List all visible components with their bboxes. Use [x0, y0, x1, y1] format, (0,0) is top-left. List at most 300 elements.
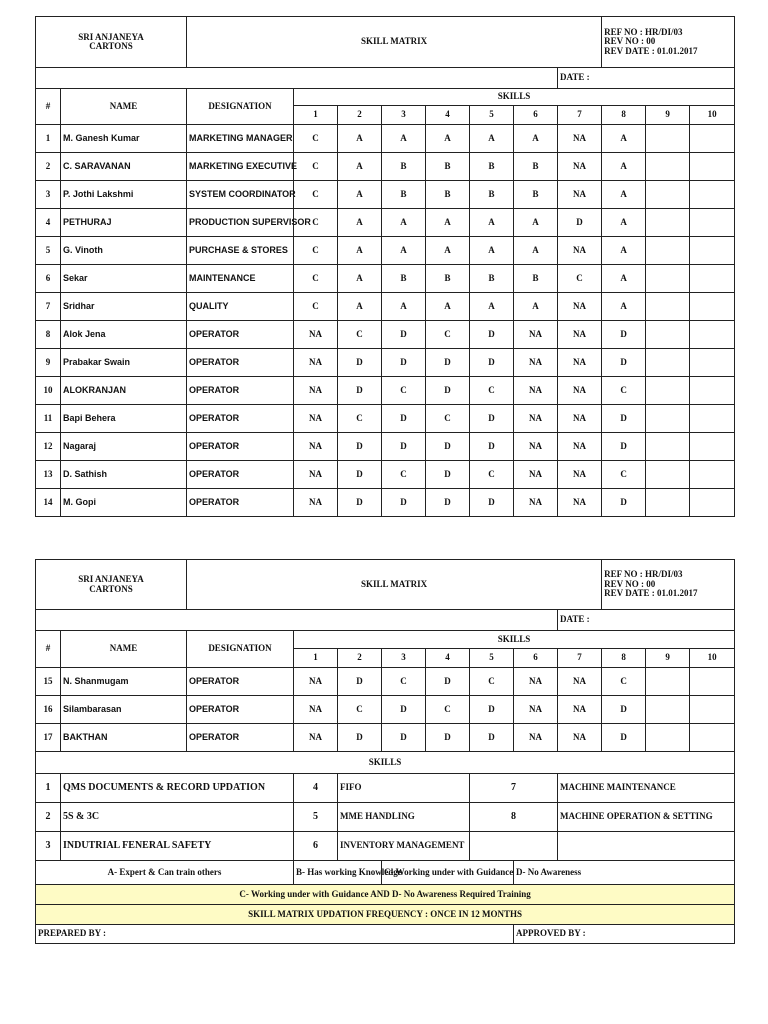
employee-name: C. SARAVANAN [61, 153, 187, 181]
reference-block: REF NO : HR/DI/03 REV NO : 00 REV DATE : 01.01.2017 [602, 17, 735, 68]
col-header-designation: DESIGNATION [187, 89, 294, 125]
skill-legend-text: MACHINE OPERATION & SETTING [558, 803, 735, 832]
skill-level-cell: D [382, 349, 426, 377]
employee-name: Prabakar Swain [61, 349, 187, 377]
row-number: 13 [36, 461, 61, 489]
skill-level-cell [646, 405, 690, 433]
skill-level-cell: D [426, 489, 470, 517]
skill-level-cell [646, 209, 690, 237]
skill-matrix-table-1 [35, 16, 735, 517]
table-row [36, 153, 735, 181]
employee-designation: QUALITY [187, 293, 294, 321]
table-row [36, 293, 735, 321]
skill-level-cell: NA [514, 489, 558, 517]
skill-level-cell [646, 349, 690, 377]
skill-level-cell: NA [558, 668, 602, 696]
date-spacer [36, 610, 558, 631]
level-c: C- Working under with Guidance [382, 861, 514, 885]
skill-level-cell: B [470, 265, 514, 293]
row-number: 17 [36, 724, 61, 752]
employee-designation: SYSTEM COORDINATOR [187, 181, 294, 209]
row-number: 15 [36, 668, 61, 696]
skill-level-cell: NA [294, 377, 338, 405]
skill-level-cell: C [294, 125, 338, 153]
employee-name: Sekar [61, 265, 187, 293]
skill-level-cell: A [470, 209, 514, 237]
skill-level-cell: NA [558, 724, 602, 752]
skill-legend-number: 6 [294, 832, 338, 861]
skill-level-cell: A [338, 209, 382, 237]
skill-level-cell: B [426, 153, 470, 181]
skill-level-cell: NA [514, 433, 558, 461]
col-header-designation: DESIGNATION [187, 631, 294, 668]
skill-level-cell [646, 433, 690, 461]
skill-level-cell: D [338, 489, 382, 517]
skill-level-cell: D [602, 321, 646, 349]
table-row [36, 349, 735, 377]
skill-level-cell: C [470, 377, 514, 405]
skill-level-cell: NA [294, 433, 338, 461]
table-row [36, 668, 735, 696]
skill-col-1: 1 [294, 106, 338, 125]
skill-col-9: 9 [646, 106, 690, 125]
reference-block: REF NO : HR/DI/03 REV NO : 00 REV DATE : 01.01.2017 [602, 560, 735, 610]
skill-level-cell: B [514, 265, 558, 293]
skill-level-cell: D [382, 724, 426, 752]
col-header-name: NAME [61, 631, 187, 668]
skill-legend-text: INVENTORY MANAGEMENT [338, 832, 470, 861]
skill-col-2: 2 [338, 106, 382, 125]
skill-level-cell [690, 153, 735, 181]
skill-level-cell: D [470, 489, 514, 517]
skill-level-cell: NA [558, 125, 602, 153]
skill-level-cell [690, 461, 735, 489]
row-number: 6 [36, 265, 61, 293]
skill-level-cell: A [338, 237, 382, 265]
skill-level-cell: NA [558, 349, 602, 377]
skill-level-cell: C [426, 321, 470, 349]
skill-level-cell: C [294, 265, 338, 293]
skill-level-cell: D [426, 461, 470, 489]
employee-designation: MARKETING EXECUTIVE [187, 153, 294, 181]
skill-level-cell [690, 181, 735, 209]
employee-name: N. Shanmugam [61, 668, 187, 696]
skill-level-cell: D [470, 405, 514, 433]
skill-level-cell: A [602, 153, 646, 181]
skill-level-cell: B [514, 181, 558, 209]
employee-designation: OPERATOR [187, 489, 294, 517]
skill-level-cell: NA [558, 237, 602, 265]
employee-designation: OPERATOR [187, 724, 294, 752]
col-header-num: # [36, 89, 61, 125]
skill-level-cell: NA [294, 349, 338, 377]
company-name: SRI ANJANEYA CARTONS [36, 560, 187, 610]
skill-level-cell: D [602, 724, 646, 752]
date-field: DATE : [558, 68, 735, 89]
skill-level-cell: D [338, 349, 382, 377]
skill-legend-number [470, 832, 558, 861]
col-header-skills: SKILLS [294, 631, 735, 649]
skill-level-cell: A [602, 209, 646, 237]
skill-level-cell: C [294, 181, 338, 209]
skill-level-cell: D [558, 209, 602, 237]
skill-col-7: 7 [558, 106, 602, 125]
skill-level-cell [690, 377, 735, 405]
skill-level-cell [690, 696, 735, 724]
skill-level-cell: D [338, 433, 382, 461]
skill-col-6: 6 [514, 649, 558, 668]
skill-legend-number: 8 [470, 803, 558, 832]
skill-level-cell: C [470, 461, 514, 489]
table-row [36, 461, 735, 489]
skill-level-cell: D [338, 724, 382, 752]
skill-level-cell: NA [514, 405, 558, 433]
skill-level-cell: NA [514, 349, 558, 377]
skill-level-cell: D [382, 405, 426, 433]
employee-designation: OPERATOR [187, 696, 294, 724]
row-number: 14 [36, 489, 61, 517]
skill-level-cell: B [382, 153, 426, 181]
skill-legend-text: FIFO [338, 774, 470, 803]
row-number: 12 [36, 433, 61, 461]
skill-level-cell: D [338, 668, 382, 696]
skill-level-cell: D [382, 433, 426, 461]
employee-name: PETHURAJ [61, 209, 187, 237]
skill-level-cell [690, 405, 735, 433]
employee-designation: OPERATOR [187, 433, 294, 461]
skill-col-4: 4 [426, 649, 470, 668]
skill-level-cell: C [294, 153, 338, 181]
skill-level-cell: NA [514, 321, 558, 349]
level-b: B- Has working Knowledge [294, 861, 382, 885]
table-row [36, 321, 735, 349]
skill-level-cell: D [338, 461, 382, 489]
skill-level-cell [646, 489, 690, 517]
skill-level-cell: D [426, 724, 470, 752]
skill-level-cell: C [338, 405, 382, 433]
skill-legend-text: MME HANDLING [338, 803, 470, 832]
employee-designation: OPERATOR [187, 461, 294, 489]
skill-level-cell [690, 724, 735, 752]
skill-level-cell: A [470, 237, 514, 265]
skill-level-cell [646, 265, 690, 293]
skill-col-3: 3 [382, 649, 426, 668]
skill-level-cell: A [514, 125, 558, 153]
skill-level-cell: A [602, 265, 646, 293]
skill-level-cell: D [382, 696, 426, 724]
skill-level-cell [646, 724, 690, 752]
skill-legend-number: 2 [36, 803, 61, 832]
table-row [36, 209, 735, 237]
row-number: 8 [36, 321, 61, 349]
frequency-note: SKILL MATRIX UPDATION FREQUENCY : ONCE IN 12 MONTHS [36, 905, 735, 925]
skill-level-cell: A [514, 209, 558, 237]
row-number: 1 [36, 125, 61, 153]
skill-col-7: 7 [558, 649, 602, 668]
skill-level-cell [690, 489, 735, 517]
skill-level-cell: D [338, 377, 382, 405]
skill-level-cell: D [426, 433, 470, 461]
skill-level-cell [690, 265, 735, 293]
skill-level-cell: NA [558, 377, 602, 405]
skill-legend-number: 5 [294, 803, 338, 832]
skill-level-cell: C [470, 668, 514, 696]
skill-level-cell: A [602, 293, 646, 321]
skill-level-cell: D [602, 696, 646, 724]
skill-level-cell: NA [558, 293, 602, 321]
skill-level-cell: A [426, 293, 470, 321]
skill-level-cell: B [382, 181, 426, 209]
date-spacer [36, 68, 558, 89]
skill-level-cell: A [514, 293, 558, 321]
skill-level-cell: A [382, 125, 426, 153]
skill-col-10: 10 [690, 106, 735, 125]
skill-level-cell: C [382, 461, 426, 489]
approved-by: APPROVED BY : [514, 925, 735, 944]
employee-name: Sridhar [61, 293, 187, 321]
skill-level-cell: NA [514, 696, 558, 724]
skill-level-cell [646, 461, 690, 489]
skill-level-cell [646, 293, 690, 321]
skill-level-cell: NA [294, 405, 338, 433]
skill-level-cell: A [382, 237, 426, 265]
skill-level-cell: C [294, 237, 338, 265]
employee-designation: OPERATOR [187, 377, 294, 405]
skill-level-cell: A [338, 293, 382, 321]
skill-level-cell: D [382, 489, 426, 517]
skill-level-cell: A [602, 125, 646, 153]
employee-designation: OPERATOR [187, 321, 294, 349]
employee-designation: OPERATOR [187, 668, 294, 696]
skill-level-cell [646, 181, 690, 209]
skill-level-cell [690, 349, 735, 377]
skill-col-6: 6 [514, 106, 558, 125]
employee-designation: OPERATOR [187, 349, 294, 377]
skill-level-cell: A [470, 125, 514, 153]
table-row [36, 125, 735, 153]
skill-legend-number: 4 [294, 774, 338, 803]
skill-level-cell: A [382, 293, 426, 321]
skill-level-cell: NA [294, 461, 338, 489]
skill-level-cell: D [470, 724, 514, 752]
skill-col-10: 10 [690, 649, 735, 668]
skill-level-cell: NA [558, 321, 602, 349]
skill-level-cell: NA [294, 696, 338, 724]
skill-level-cell: NA [558, 489, 602, 517]
skill-level-cell: C [602, 668, 646, 696]
skill-level-cell: NA [514, 377, 558, 405]
skill-level-cell: NA [558, 696, 602, 724]
skill-level-cell: NA [558, 433, 602, 461]
skill-level-cell [646, 668, 690, 696]
employee-name: M. Gopi [61, 489, 187, 517]
skill-level-cell: A [426, 237, 470, 265]
skill-level-cell: A [602, 181, 646, 209]
skill-level-cell: A [382, 209, 426, 237]
employee-name: Nagaraj [61, 433, 187, 461]
skill-level-cell [690, 433, 735, 461]
skill-level-cell: NA [294, 489, 338, 517]
skill-level-cell: C [426, 696, 470, 724]
skill-level-cell: NA [294, 321, 338, 349]
table-row [36, 237, 735, 265]
skill-level-cell [646, 377, 690, 405]
skill-legend-number: 3 [36, 832, 61, 861]
prepared-by: PREPARED BY : [36, 925, 514, 944]
skill-matrix-table-2 [35, 559, 735, 944]
skill-col-3: 3 [382, 106, 426, 125]
skill-level-cell: B [382, 265, 426, 293]
skill-level-cell: B [514, 153, 558, 181]
training-note: C- Working under with Guidance AND D- No Awareness Required Training [36, 885, 735, 905]
skill-level-cell: D [470, 349, 514, 377]
row-number: 16 [36, 696, 61, 724]
row-number: 4 [36, 209, 61, 237]
skill-level-cell: D [602, 433, 646, 461]
skill-level-cell: D [426, 668, 470, 696]
employee-name: G. Vinoth [61, 237, 187, 265]
skill-col-5: 5 [470, 106, 514, 125]
employee-name: D. Sathish [61, 461, 187, 489]
skill-level-cell: C [338, 321, 382, 349]
skill-level-cell: NA [294, 724, 338, 752]
skill-level-cell: A [514, 237, 558, 265]
skill-level-cell: A [426, 209, 470, 237]
skill-level-cell [690, 209, 735, 237]
skill-level-cell: D [426, 377, 470, 405]
employee-designation: PURCHASE & STORES [187, 237, 294, 265]
skill-level-cell: D [382, 321, 426, 349]
date-field: DATE : [558, 610, 735, 631]
skill-legend-number: 1 [36, 774, 61, 803]
employee-name: BAKTHAN [61, 724, 187, 752]
skill-legend-number: 7 [470, 774, 558, 803]
table-row [36, 433, 735, 461]
skill-level-cell: C [382, 377, 426, 405]
skill-level-cell [646, 321, 690, 349]
col-header-name: NAME [61, 89, 187, 125]
document-title: SKILL MATRIX [187, 17, 602, 68]
skill-legend-text: QMS DOCUMENTS & RECORD UPDATION [61, 774, 294, 803]
row-number: 3 [36, 181, 61, 209]
skill-level-cell: D [602, 349, 646, 377]
table-row [36, 181, 735, 209]
skill-level-cell: D [470, 433, 514, 461]
skill-level-cell: D [426, 349, 470, 377]
skill-level-cell: NA [558, 181, 602, 209]
skill-level-cell [646, 696, 690, 724]
skill-level-cell: A [338, 153, 382, 181]
skill-legend-text: 5S & 3C [61, 803, 294, 832]
skill-level-cell: B [470, 153, 514, 181]
skill-level-cell: C [338, 696, 382, 724]
table-row [36, 377, 735, 405]
row-number: 7 [36, 293, 61, 321]
skill-level-cell: A [338, 265, 382, 293]
document-title: SKILL MATRIX [187, 560, 602, 610]
skill-level-cell: NA [558, 461, 602, 489]
skill-col-9: 9 [646, 649, 690, 668]
row-number: 11 [36, 405, 61, 433]
row-number: 9 [36, 349, 61, 377]
skills-legend-title: SKILLS [36, 752, 735, 774]
skill-level-cell [690, 293, 735, 321]
skill-level-cell: A [470, 293, 514, 321]
row-number: 2 [36, 153, 61, 181]
table-row [36, 265, 735, 293]
employee-name: P. Jothi Lakshmi [61, 181, 187, 209]
level-d: D- No Awareness [514, 861, 735, 885]
skill-legend-text: MACHINE MAINTENANCE [558, 774, 735, 803]
skill-col-8: 8 [602, 649, 646, 668]
col-header-num: # [36, 631, 61, 668]
employee-name: M. Ganesh Kumar [61, 125, 187, 153]
skill-level-cell: NA [558, 405, 602, 433]
skill-level-cell [646, 125, 690, 153]
skill-level-cell: A [426, 125, 470, 153]
skill-level-cell: D [602, 489, 646, 517]
skill-level-cell [690, 125, 735, 153]
skill-level-cell: C [426, 405, 470, 433]
row-number: 5 [36, 237, 61, 265]
skill-level-cell: A [338, 181, 382, 209]
employee-designation: MARKETING MANAGER [187, 125, 294, 153]
row-number: 10 [36, 377, 61, 405]
skill-level-cell: C [294, 293, 338, 321]
table-row [36, 724, 735, 752]
skill-col-8: 8 [602, 106, 646, 125]
company-name: SRI ANJANEYA CARTONS [36, 17, 187, 68]
table-row [36, 405, 735, 433]
employee-designation: MAINTENANCE [187, 265, 294, 293]
skill-level-cell: C [602, 461, 646, 489]
skill-level-cell: C [294, 209, 338, 237]
skill-legend-text: INDUTRIAL FENERAL SAFETY [61, 832, 294, 861]
col-header-skills: SKILLS [294, 89, 735, 106]
skill-level-cell: A [338, 125, 382, 153]
skill-level-cell: NA [514, 461, 558, 489]
skill-col-4: 4 [426, 106, 470, 125]
skill-level-cell: NA [294, 668, 338, 696]
skill-level-cell [690, 668, 735, 696]
skill-level-cell: NA [558, 153, 602, 181]
skill-level-cell: B [470, 181, 514, 209]
employee-name: ALOKRANJAN [61, 377, 187, 405]
skill-level-cell: D [470, 321, 514, 349]
employee-name: Alok Jena [61, 321, 187, 349]
skill-level-cell: B [426, 181, 470, 209]
skill-level-cell: D [470, 696, 514, 724]
employee-designation: PRODUCTION SUPERVISOR [187, 209, 294, 237]
skill-level-cell: C [602, 377, 646, 405]
skill-col-2: 2 [338, 649, 382, 668]
skill-level-cell: NA [514, 724, 558, 752]
skill-level-cell [690, 237, 735, 265]
skill-level-cell [646, 153, 690, 181]
skill-col-1: 1 [294, 649, 338, 668]
employee-name: Bapi Behera [61, 405, 187, 433]
skill-level-cell: C [558, 265, 602, 293]
level-a: A- Expert & Can train others [36, 861, 294, 885]
skill-level-cell [690, 321, 735, 349]
skill-level-cell: B [426, 265, 470, 293]
skill-legend-text [558, 832, 735, 861]
skill-col-5: 5 [470, 649, 514, 668]
skill-level-cell: D [602, 405, 646, 433]
table-row [36, 696, 735, 724]
employee-designation: OPERATOR [187, 405, 294, 433]
skill-level-cell: NA [514, 668, 558, 696]
